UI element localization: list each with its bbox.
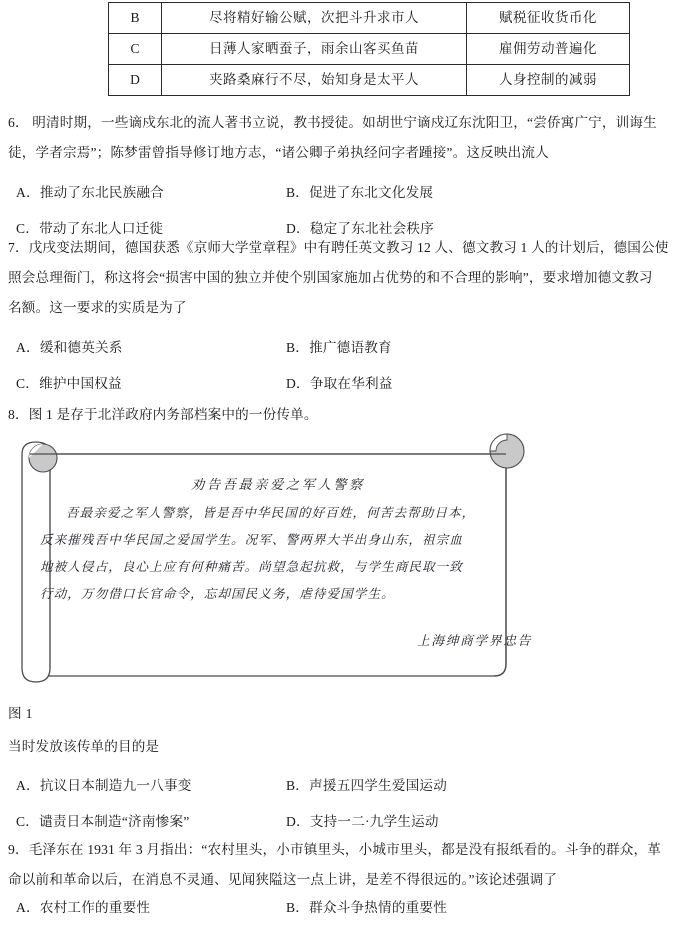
scroll-paper — [30, 454, 506, 676]
option-a[interactable] — [16, 175, 164, 211]
question-8-sub-stem: 当时发放该传单的目的是 — [8, 739, 160, 754]
option-d-key: D． — [286, 376, 310, 391]
option-a-label: 缓和德英关系 — [39, 340, 123, 355]
table-row — [109, 65, 630, 96]
option-c[interactable] — [16, 366, 122, 402]
option-b-label: 声援五四学生爱国运动 — [309, 778, 447, 793]
table-cell-letter: C — [109, 34, 162, 65]
table-row — [109, 3, 630, 34]
question-7-stem-line-1: 7．戊戌变法期间，德国获悉《京师大学堂章程》中有聘任英文教习 12 人、德文教习 1 人的计划后，德国公使 — [8, 240, 669, 255]
leaflet-scroll-figure — [8, 432, 548, 690]
question-7-stem-line-2: 照会总理衙门，称这将会“损害中国的独立并使个别国家施加占优势的和不合理的影响”，要求增加德文教习 — [8, 270, 653, 285]
table-row — [109, 34, 630, 65]
leaflet-body-line-3: 地被人侵占，良心上应有何种痛苦。尚望急起抗救，与学生商民取一致 — [40, 560, 463, 574]
option-c-key: C． — [16, 814, 40, 829]
option-a-key: A． — [16, 900, 40, 915]
option-b-label: 推广德语教育 — [309, 340, 392, 355]
option-b-key: B． — [286, 778, 310, 793]
option-a-key: A． — [16, 340, 40, 355]
question-7-options — [8, 330, 694, 402]
option-b[interactable] — [286, 330, 392, 366]
leaflet-signature: 上海绅商学界忠告 — [416, 634, 532, 648]
leaflet-body-line-1: 吾最亲爱之军人警察，皆是吾中华民国的好百姓，何苦去帮助日本， — [66, 506, 476, 520]
option-c-key: C． — [16, 376, 40, 391]
question-9 — [8, 835, 694, 895]
question-6-stem-line-2: 徒，学者宗焉”；陈梦雷曾指导修订地方志，“诸公卿子弟执经问字者踵接”。这反映出流人 — [8, 145, 549, 160]
option-b[interactable] — [286, 175, 433, 211]
option-b-key: B． — [286, 185, 310, 200]
table-cell-poem: 夹路桑麻行不尽，始知身是太平人 — [162, 65, 467, 96]
option-b-label: 群众斗争热情的重要性 — [309, 900, 447, 915]
scroll-illustration — [8, 432, 548, 690]
option-a-key: A． — [16, 185, 40, 200]
table-cell-poem: 尽将精好输公赋，次把斗升求市人 — [162, 3, 467, 34]
figure-caption: 图 1 — [8, 706, 33, 721]
option-b-key: B． — [286, 900, 310, 915]
question-9-options — [8, 890, 694, 926]
scroll-left-roller — [22, 442, 50, 682]
option-b[interactable] — [286, 768, 447, 804]
table-cell-meaning: 雇佣劳动普遍化 — [467, 34, 630, 65]
table-cell-letter: D — [109, 65, 162, 96]
table-cell-poem: 日薄人家晒蚕子，雨余山客买鱼苗 — [162, 34, 467, 65]
poem-meaning-table-wrap — [108, 2, 596, 96]
question-8-options — [8, 768, 694, 840]
option-d-key: D． — [286, 814, 310, 829]
option-row-ab — [8, 768, 694, 804]
question-6 — [8, 108, 694, 168]
option-c-label: 谴责日本制造“济南惨案” — [39, 814, 190, 829]
option-c-label: 维护中国权益 — [39, 376, 122, 391]
option-b[interactable] — [286, 890, 447, 926]
option-a[interactable] — [16, 890, 150, 926]
leaflet-body-line-4: 行动，万勿借口长官命令，忘却国民义务，虐待爱国学生。 — [40, 587, 395, 601]
table-body — [109, 3, 630, 96]
option-a[interactable] — [16, 330, 123, 366]
table-cell-letter: B — [109, 3, 162, 34]
question-8-sub-stem-wrap — [8, 732, 694, 762]
question-7-stem-line-3: 名额。这一要求的实质是为了 — [8, 300, 187, 315]
question-9-stem-line-1: 9．毛泽东在 1931 年 3 月指出：“农村里头，小市镇里头，小城市里头，都是没有报纸看的。斗争的群众，革 — [8, 842, 662, 857]
option-row-cd — [8, 366, 694, 402]
option-a-key: A． — [16, 778, 40, 793]
question-7 — [8, 233, 694, 323]
option-row-ab — [8, 890, 694, 926]
leaflet-title: 劝告吾最亲爱之军人警察 — [191, 477, 365, 492]
option-b-key: B． — [286, 340, 310, 355]
option-c-label: 带动了东北人口迁徙 — [39, 221, 164, 236]
option-a[interactable] — [16, 768, 192, 804]
option-a-label: 抗议日本制造九一八事变 — [39, 778, 192, 793]
leaflet-body-line-2: 反来摧残吾中华民国之爱国学生。况军、警两界大半出身山东，祖宗血 — [40, 533, 463, 547]
option-b-label: 促进了东北文化发展 — [309, 185, 434, 200]
question-6-stem-line-1: 6． 明清时期，一些谪戍东北的流人著书立说，教书授徒。如胡世宁谪戍辽东沈阳卫，“尝侨寓广宁，训诲生 — [8, 115, 657, 130]
poem-meaning-table — [108, 2, 630, 96]
option-row-ab — [8, 175, 694, 211]
option-d-key: D． — [286, 221, 310, 236]
option-d-label: 争取在华利益 — [309, 376, 393, 391]
option-a-label: 推动了东北民族融合 — [39, 185, 164, 200]
option-a-label: 农村工作的重要性 — [39, 900, 151, 915]
option-row-ab — [8, 330, 694, 366]
question-9-stem-line-2: 命以前和革命以后，在消息不灵通、见闻狭隘这一点上讲，是差不得很远的。”该论述强调了 — [8, 872, 558, 887]
table-cell-meaning: 人身控制的减弱 — [467, 65, 630, 96]
option-d[interactable] — [286, 366, 393, 402]
table-cell-meaning: 赋税征收货币化 — [467, 3, 630, 34]
option-d-label: 稳定了东北社会秩序 — [309, 221, 434, 236]
question-8-stem-line-1: 8．图 1 是存于北洋政府内务部档案中的一份传单。 — [8, 407, 318, 422]
option-c-key: C． — [16, 221, 40, 236]
question-8 — [8, 400, 694, 430]
option-d-label: 支持一二·九学生运动 — [309, 814, 439, 829]
